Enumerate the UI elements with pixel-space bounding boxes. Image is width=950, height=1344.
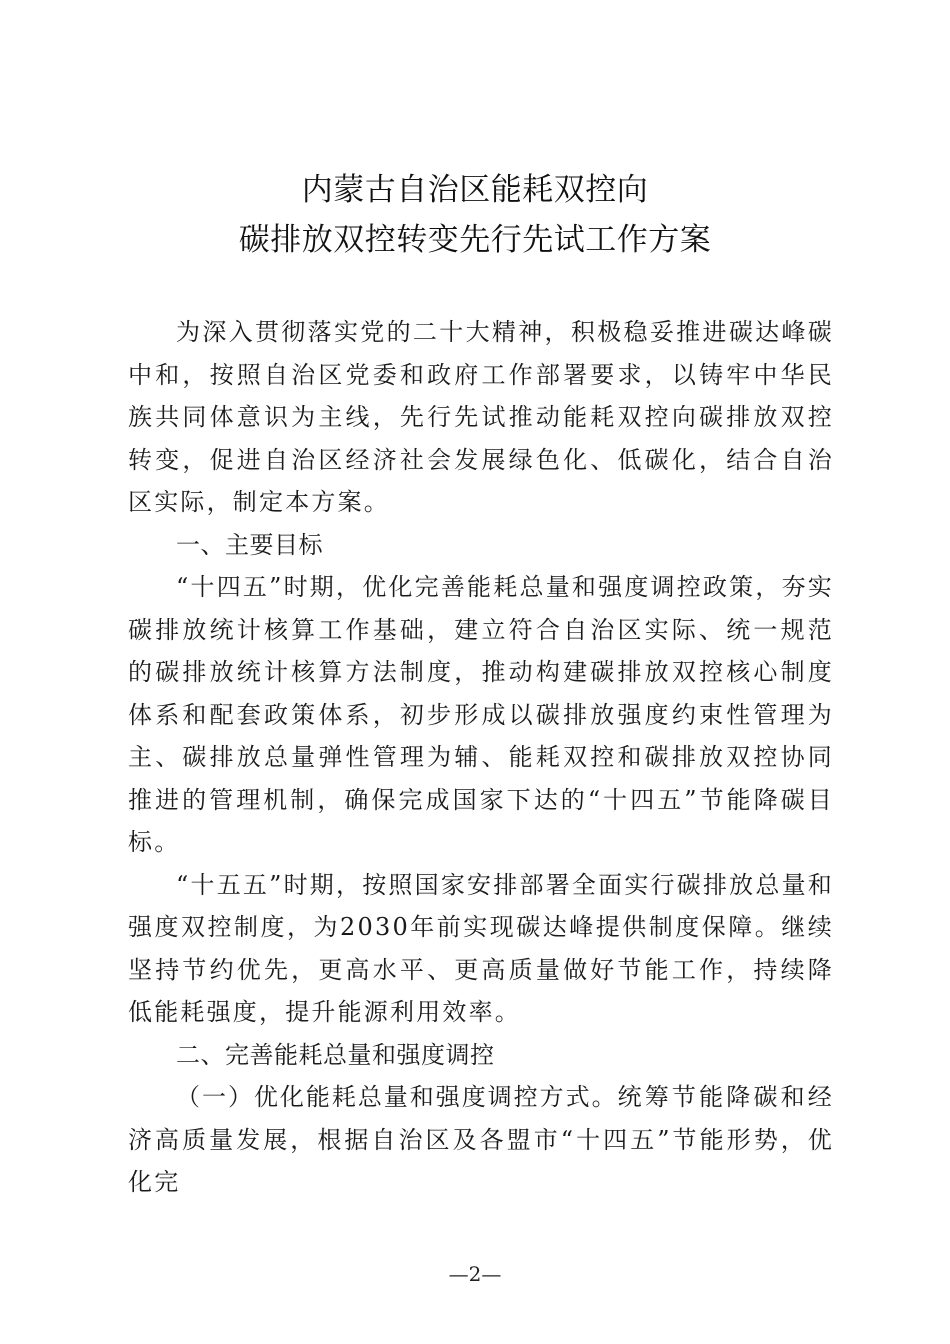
document-title-line1: 内蒙古自治区能耗双控向 xyxy=(301,172,649,208)
page-number: —2— xyxy=(448,1262,502,1286)
document-title-line2: 碳排放双控转变先行先试工作方案 xyxy=(238,222,712,258)
intro-paragraph: 为深入贯彻落实党的二十大精神，积极稳妥推进碳达峰碳中和，按照自治区党委和政府工作部署要求，以铸牢中华民族共同体意识为主线，先行先试推动能耗双控向碳排放双控转变，促进自治区经济社会发展绿色化、低碳化，结合自治区实际，制定本方案。 xyxy=(128,318,834,516)
document-body xyxy=(128,311,834,1204)
section2-heading: 二、完善能耗总量和强度调控 xyxy=(176,1040,495,1069)
section2-item1-text: 统筹节能降碳和经济高质量发展，根据自治区及各盟市“十四五”节能形势，优化完 xyxy=(128,1083,834,1196)
section1-paragraph-2: “十五五”时期，按照国家安排部署全面实行碳排放总量和强度双控制度，为2030年前实现碳达峰提供制度保障。继续坚持节约优先，更高水平、更高质量做好节能工作，持续降低能耗强度，提升能源利用效率。 xyxy=(128,870,834,1026)
section1-heading: 一、主要目标 xyxy=(176,530,323,559)
section1-paragraph-1: “十四五”时期，优化完善能耗总量和强度调控政策，夯实碳排放统计核算工作基础，建立符合自治区实际、统一规范的碳排放统计核算方法制度，推动构建碳排放双控核心制度体系和配套政策体系，初步形成以碳排放强度约束性管理为主、碳排放总量弹性管理为辅、能耗双控和碳排放双控协同推进的管理机制，确保完成国家下达的“十四五”节能降碳目标。 xyxy=(128,573,834,856)
section2-item1-paragraph xyxy=(128,1076,834,1204)
section2-item1-lead: （一）优化能耗总量和强度调控方式。 xyxy=(176,1083,618,1111)
